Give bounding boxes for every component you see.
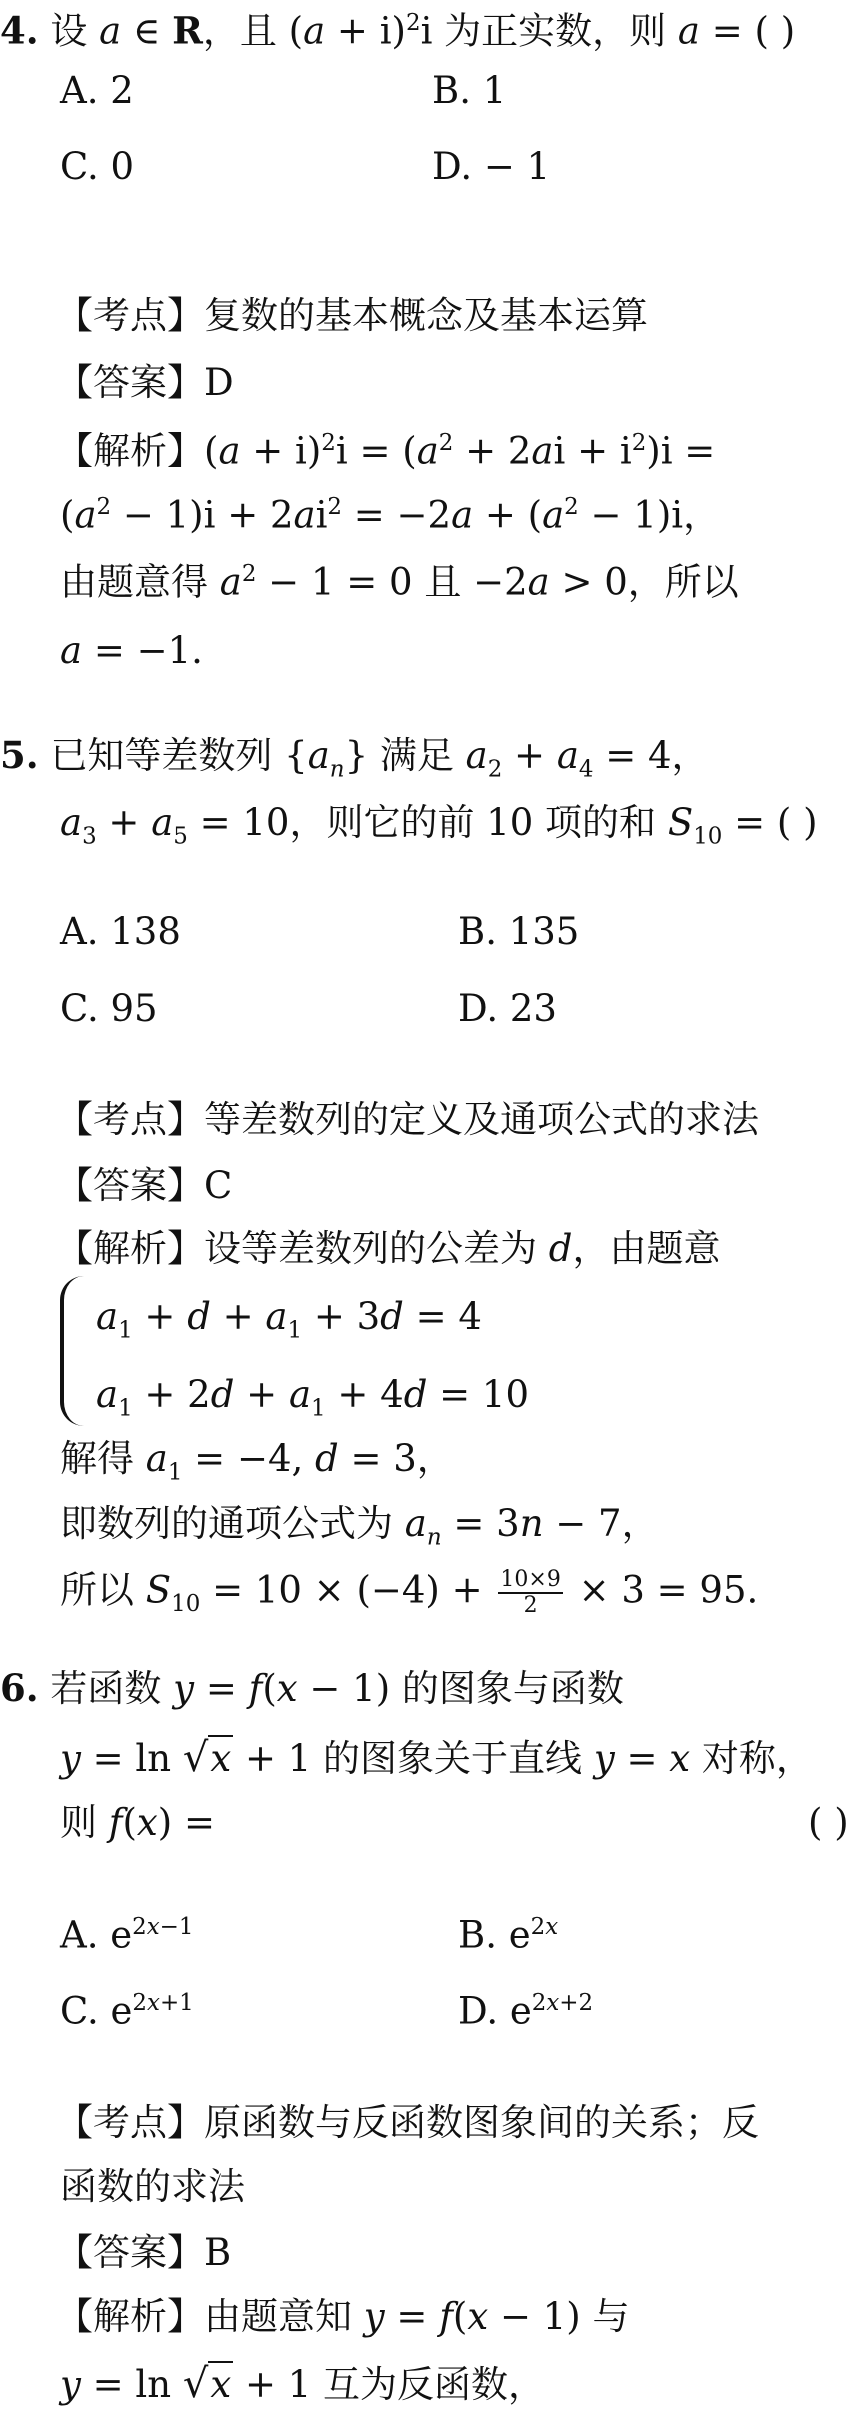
q6-kaodian-line-2: 函数的求法 [60, 2165, 245, 2208]
q5-option-b[interactable]: B. 135 [458, 910, 580, 953]
q4-stem: 4. 设 a ∈ R，且 $(a + i)^2i$ 为正实数，则 a = ( ) [0, 8, 796, 53]
q4-jiexi-line-4: a = −1. [60, 629, 203, 672]
q6-answer: 【答案】B [56, 2231, 232, 2274]
q5-jiexi-line-4: 解得 $a_1 = -4$, d = 3， [60, 1437, 454, 1486]
q5-option-a[interactable]: A. 138 [60, 910, 181, 953]
q4-option-d[interactable]: D. − 1 [432, 145, 551, 188]
q6-option-d[interactable]: D. $e^{2x+2}$ [458, 1989, 594, 2033]
q4-option-b[interactable]: B. 1 [432, 69, 507, 112]
q4-jiexi-line-3: 由题意得 $a^2 - 1 = 0$ 且 −2a > 0，所以 [60, 560, 739, 604]
q4-jiexi-line-2: $(a^2 - 1)i + 2ai^2 = -2a + (a^2 - 1)i$， [60, 493, 721, 537]
q6-jiexi-line-1: 【解析】由题意知 y = f(x − 1) 与 [56, 2295, 630, 2338]
q6-option-c[interactable]: C. $e^{2x+1}$ [60, 1989, 194, 2033]
q5-stem-line-1: 5. 已知等差数列 $\{a_n\}$ 满足 $a_2 + a_4 = 4$， [0, 733, 709, 783]
q6-option-a[interactable]: A. $e^{2x-1}$ [60, 1913, 194, 1957]
q6-kaodian-line-1: 【考点】原函数与反函数图象间的关系；反 [56, 2101, 759, 2144]
q4-kaodian: 【考点】复数的基本概念及基本运算 [56, 294, 648, 337]
q5-jiexi-line-5: 即数列的通项公式为 $a_n = 3n - 7$， [60, 1502, 659, 1551]
q5-system-brace [60, 1276, 90, 1426]
q5-stem-line-2: $a_3 + a_5 = 10$，则它的前 10 项的和 $S_{10}$ = ( ) [60, 801, 818, 850]
q5-answer: 【答案】C [56, 1164, 233, 1207]
q5-option-d[interactable]: D. 23 [458, 987, 557, 1030]
q4-option-c[interactable]: C. 0 [60, 145, 135, 188]
q5-system-eq-2: $a_1 + 2d + a_1 + 4d = 10$ [96, 1373, 529, 1422]
q6-jiexi-line-2: y = ln √x + 1 互为反函数， [60, 2361, 546, 2407]
q4-answer: 【答案】D [56, 361, 234, 404]
q5-number: 5. [0, 733, 39, 777]
q4-option-a[interactable]: A. 2 [60, 69, 134, 112]
q6-option-b[interactable]: B. $e^{2x}$ [458, 1913, 559, 1957]
q5-kaodian: 【考点】等差数列的定义及通项公式的求法 [56, 1098, 759, 1141]
q5-system-eq-1: $a_1 + d + a_1 + 3d = 4$ [96, 1295, 482, 1344]
q5-fraction: $\frac{10\times 9}{2}$ [500, 1567, 561, 1619]
q6-stem-line-3: 则 f(x) = [60, 1801, 215, 1844]
q4-jiexi-line-1: 【解析】$(a + i)^2i = (a^2 + 2ai + i^2)i$ = [56, 429, 716, 473]
q6-stem-blank: ( ) [808, 1801, 849, 1844]
q5-jiexi-line-6: 所以 $S_{10} = 10 \times (-4)$ + $\frac{10\times 9}{2}$ × 3 = 95. [60, 1567, 759, 1619]
q5-jiexi-line-1: 【解析】设等差数列的公差为 d，由题意 [56, 1227, 721, 1270]
q4-number: 4. [0, 8, 39, 53]
q5-option-c[interactable]: C. 95 [60, 987, 158, 1030]
q6-stem-line-2: y = ln √x + 1 的图象关于直线 y = x 对称， [60, 1735, 813, 1781]
q6-number: 6. [0, 1666, 39, 1710]
q6-stem-line-1: 6. 若函数 y = f(x − 1) 的图象与函数 [0, 1666, 624, 1710]
